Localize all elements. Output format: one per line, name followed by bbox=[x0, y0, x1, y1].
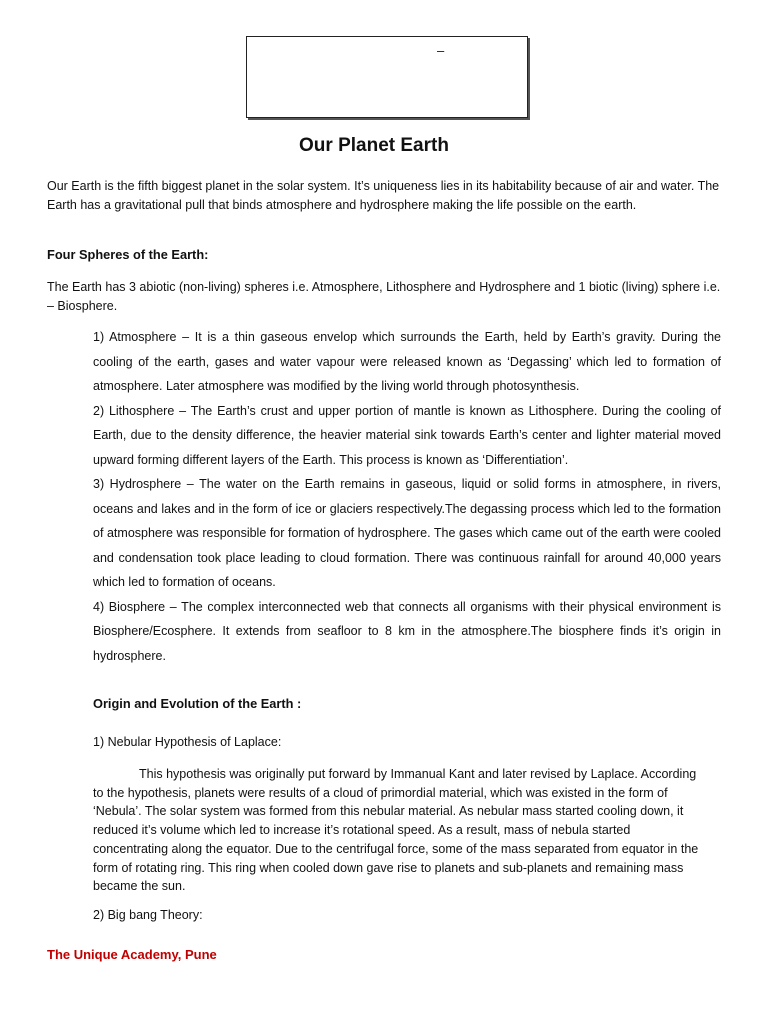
bigbang-heading: 2) Big bang Theory: bbox=[93, 908, 203, 922]
origin-heading: Origin and Evolution of the Earth : bbox=[93, 696, 302, 711]
footer-academy: The Unique Academy, Pune bbox=[47, 947, 217, 962]
nebular-paragraph bbox=[93, 765, 703, 896]
nebular-text: This hypothesis was originally put forward by Immanual Kant and later revised by Laplace. According to the hypothesis, planets were results of a cloud of primordial material, which was existed in the form of ‘Nebula’. The solar system was formed from this nebular material. As nebular mass started cooling down, it reduced it’s volume which led to increase it’s rotational speed. As a result, mass of nebula started concentrating along the equator. Due to the centrifugal force, some of the mass separated from equator in the form of rotating ring. This ring when cooled down gave rise to planets and sub-planets and remaining mass became the sun. bbox=[93, 767, 699, 894]
spheres-intro-paragraph: The Earth has 3 abiotic (non-living) spheres i.e. Atmosphere, Lithosphere and Hydrosphere and 1 biotic (living) sphere i.e. – Biosphere. bbox=[47, 280, 721, 313]
list-item-hydrosphere: 3) Hydrosphere – The water on the Earth remains in gaseous, liquid or solid forms in atmosphere, in rivers, oceans and lakes and in the form of ice or glaciers respectively.The degassing process which led to the formation of atmosphere was responsible for formation of hydrosphere. The gases which came out of the earth were cooled and condensation took place leading to cloud formation. There was continuous rainfall for around 40,000 years which led to formation of oceans. bbox=[93, 477, 721, 589]
page-title: Our Planet Earth bbox=[299, 135, 449, 156]
intro-paragraph: Our Earth is the fifth biggest planet in the solar system. It’s uniqueness lies in its habitability because of air and water. The Earth has a gravitational pull that binds atmosphere and hydrosphere making the life possible on the earth. bbox=[47, 179, 720, 212]
list-item-lithosphere: 2) Lithosphere – The Earth’s crust and upper portion of mantle is known as Lithosphere. During the cooling of Earth, due to the density difference, the heavier material sink towards Earth’s center and lighter material moved upward forming different layers of the Earth. This process is known as ‘Differentiation’. bbox=[93, 403, 721, 467]
header-mark: – bbox=[437, 43, 445, 58]
spheres-list bbox=[93, 325, 721, 668]
list-item-biosphere: 4) Biosphere – The complex interconnected web that connects all organisms with their physical environment is Biosphere/Ecosphere. It extends from seafloor to 8 km in the atmosphere.The biosphere finds it’s origin in hydrosphere. bbox=[93, 599, 721, 663]
nebular-heading: 1) Nebular Hypothesis of Laplace: bbox=[93, 735, 282, 749]
list-item-atmosphere: 1) Atmosphere – It is a thin gaseous envelop which surrounds the Earth, held by Earth’s gravity. During the cooling of the earth, gases and water vapour were released known as ‘Degassing’ which led to formation of atmosphere. Later atmosphere was modified by the living world through photosynthesis. bbox=[93, 330, 721, 393]
header-box bbox=[246, 36, 528, 118]
spheres-heading: Four Spheres of the Earth: bbox=[47, 247, 209, 262]
